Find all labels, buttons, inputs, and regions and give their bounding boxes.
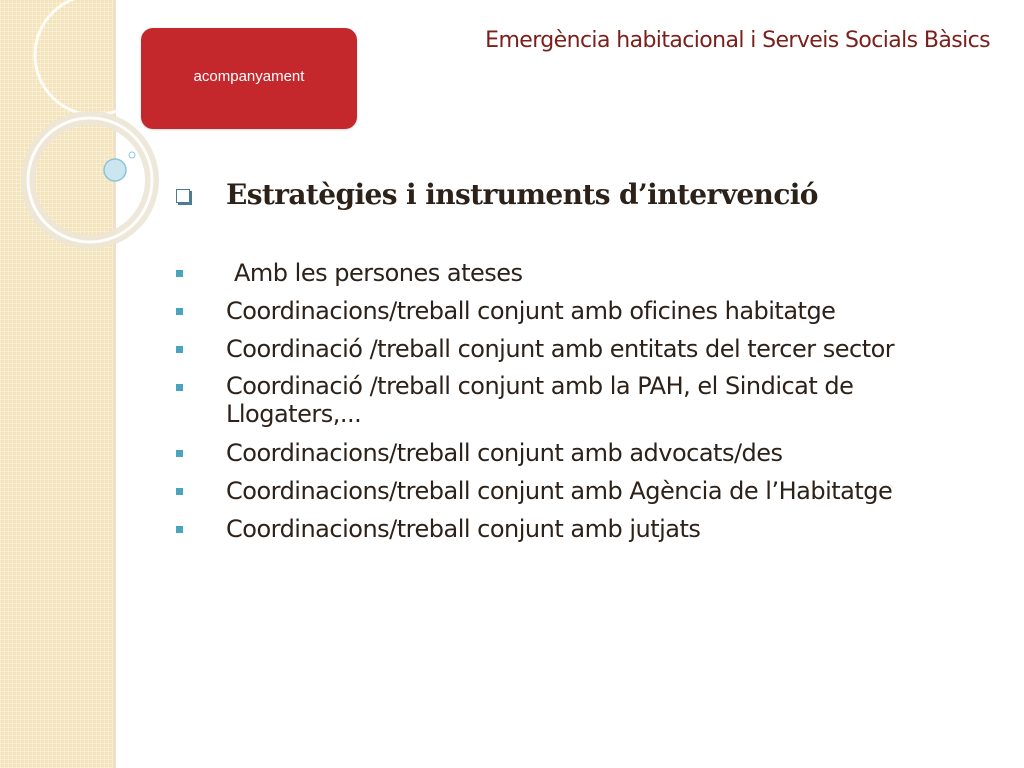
- list-item: [176, 438, 986, 468]
- list-item: [176, 476, 986, 506]
- section-tab: [141, 28, 357, 129]
- list-item: [176, 514, 986, 544]
- checkbox-bullet-icon: [176, 189, 190, 203]
- list-item: [176, 296, 986, 326]
- list-item-text: Coordinacions/treball conjunt amb advocats/des: [226, 439, 783, 467]
- square-bullet-icon: [176, 384, 183, 391]
- list-item-text: Coordinacions/treball conjunt amb Agència de l’Habitatge: [226, 477, 893, 505]
- list-item: [176, 334, 986, 364]
- square-bullet-icon: [176, 526, 183, 533]
- bullet-list: [176, 258, 986, 552]
- square-bullet-icon: [176, 450, 183, 457]
- list-item-text: Coordinacions/treball conjunt amb oficines habitatge: [226, 297, 836, 325]
- list-item-text: Coordinacions/treball conjunt amb jutjats: [226, 515, 701, 543]
- list-item-text: Amb les persones ateses: [234, 259, 523, 287]
- section-heading-row: [176, 178, 996, 218]
- list-item: [176, 258, 986, 288]
- section-heading: Estratègies i instruments d’intervenció: [226, 178, 818, 211]
- square-bullet-icon: [176, 346, 183, 353]
- page-title: Emergència habitacional i Serveis Socials Bàsics: [485, 28, 990, 53]
- square-bullet-icon: [176, 270, 183, 277]
- square-bullet-icon: [176, 488, 183, 495]
- list-item-text: Coordinació /treball conjunt amb la PAH, el Sindicat de Llogaters,...: [226, 372, 854, 428]
- section-tab-label: acompanyament: [193, 68, 305, 85]
- list-item: [176, 372, 986, 428]
- square-bullet-icon: [176, 308, 183, 315]
- list-item-text: Coordinació /treball conjunt amb entitats del tercer sector: [226, 335, 895, 363]
